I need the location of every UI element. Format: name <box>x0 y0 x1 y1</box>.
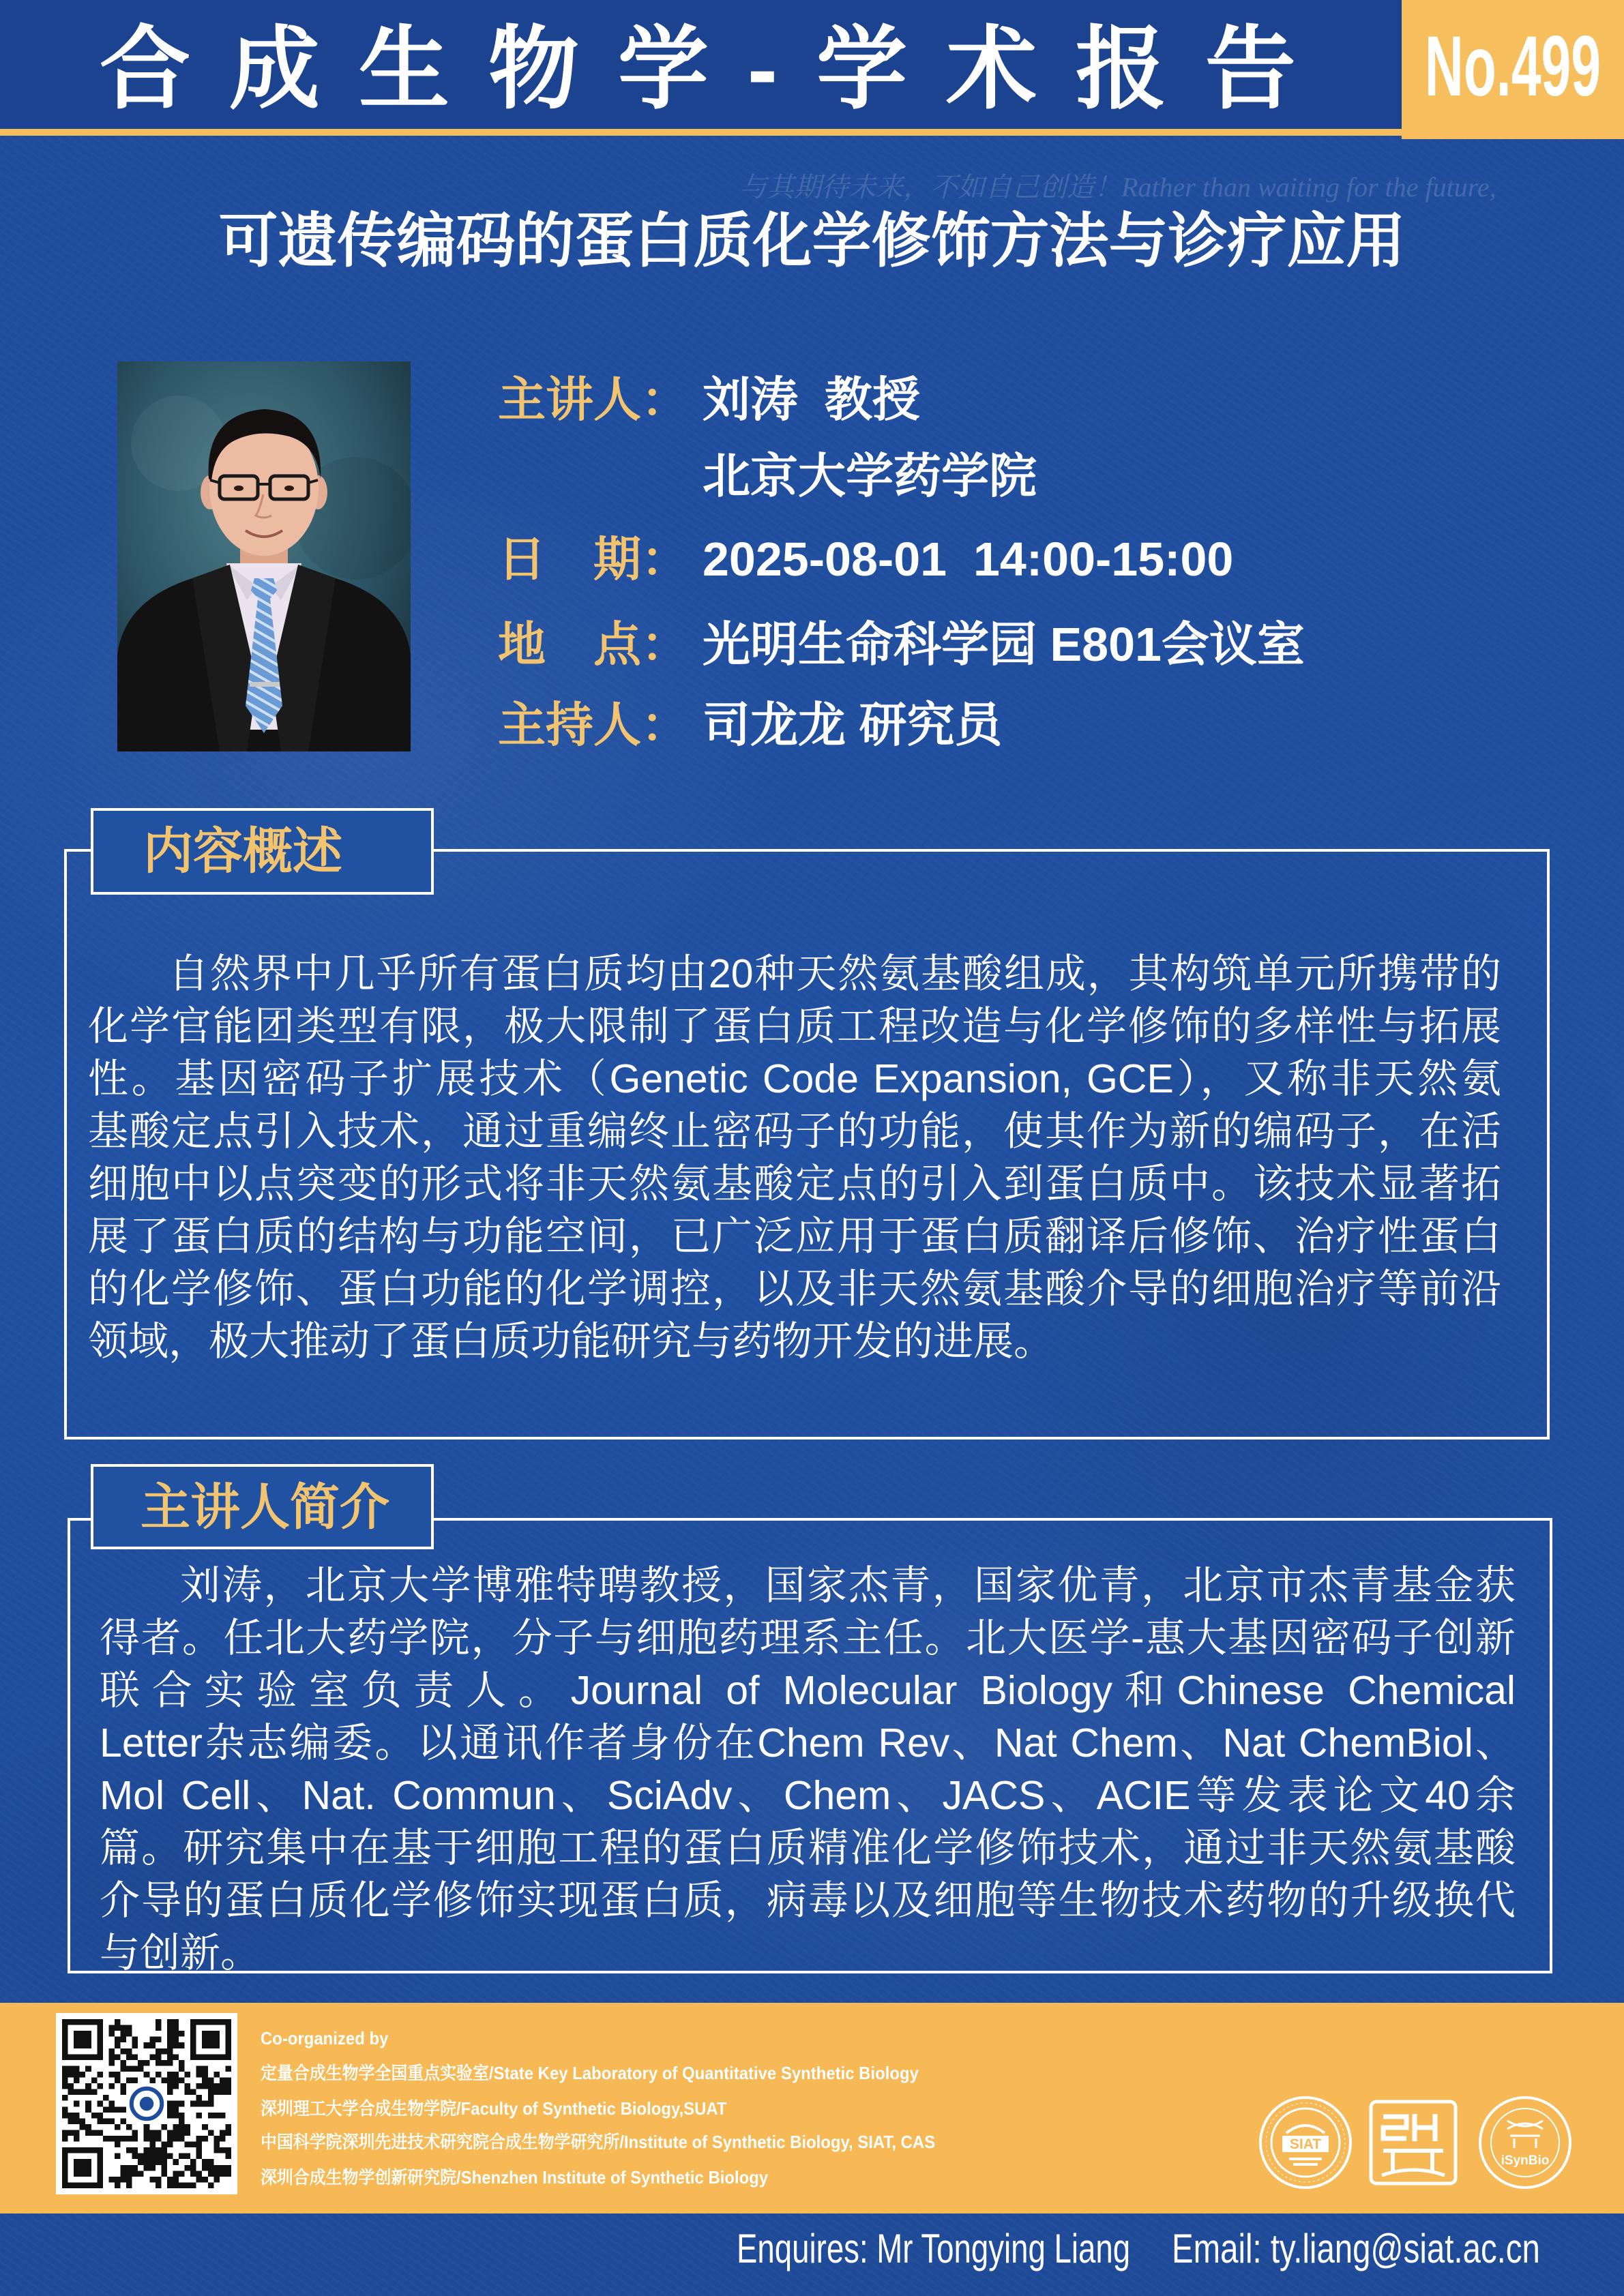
bio-line: 与创新。 <box>100 1930 261 1976</box>
bio-line: 联合实验室负责人。Journal of Molecular Biology和Chinese Chemical <box>100 1668 1516 1713</box>
organizer-line: 深圳理工大学合成生物学院/Faculty of Synthetic Biology,SUAT <box>261 2098 727 2119</box>
bio-paragraph <box>100 1560 1516 1980</box>
info-row-venue <box>0 610 1624 679</box>
speaker-label: 主讲人： <box>498 373 689 426</box>
issue-number: No.499 <box>1424 18 1601 114</box>
info-row-speaker <box>0 366 1624 434</box>
enquiries-contact: Enquires: Mr Tongying Liang <box>737 2226 1131 2271</box>
speaker-name: 刘涛 教授 <box>703 373 920 426</box>
speaker-affiliation: 北京大学药学院 <box>703 449 1037 503</box>
overview-line: 化学官能团类型有限，极大限制了蛋白质工程改造与化学修饰的多样性与拓展 <box>88 1004 1501 1049</box>
talk-title: 可遗传编码的蛋白质化学修饰方法与诊疗应用 <box>218 208 1406 274</box>
qr-code-icon <box>62 2019 231 2188</box>
series-title: 合 成 生 物 学 - 学 术 报 告 <box>100 19 1303 120</box>
partner-logos <box>1256 2093 1574 2192</box>
contact-email: Email: ty.liang@siat.ac.cn <box>1172 2226 1540 2271</box>
overview-line: 领域，极大推动了蛋白质功能研究与药物开发的进展。 <box>88 1319 1054 1364</box>
organizer-line: 定量合成生物学全国重点实验室/State Key Laboratory of Quantitative Synthetic Biology <box>261 2063 919 2083</box>
qr-code <box>56 2013 237 2194</box>
info-row-host <box>0 691 1624 759</box>
isynbio-logo-text: iSynBio <box>1501 2153 1550 2168</box>
bio-line: 篇。研究集中在基于细胞工程的蛋白质精准化学修饰技术，通过非天然氨基酸 <box>100 1825 1516 1870</box>
venue-value: 光明生命科学园 E801会议室 <box>703 618 1305 671</box>
overview-line: 基酸定点引入技术，通过重编终止密码子的功能，使其作为新的编码子，在活 <box>88 1109 1501 1154</box>
siat-logo-text: SIAT <box>1289 2136 1322 2152</box>
motto-watermark: 与其期待未来，不如自己创造！Rather than waiting for the future, <box>739 172 1496 203</box>
bio-line: 介导的蛋白质化学修饰实现蛋白质，病毒以及细胞等生物技术药物的升级换代 <box>100 1878 1516 1923</box>
overview-line: 细胞中以点突变的形式将非天然氨基酸定点的引入到蛋白质中。该技术显著拓 <box>88 1161 1501 1206</box>
bio-heading: 主讲人简介 <box>141 1480 389 1535</box>
institute-square-logo <box>1371 2102 1456 2183</box>
overview-paragraph <box>88 948 1501 1368</box>
venue-label: 地 点： <box>498 618 689 671</box>
bio-line: 得者。任北大药学院，分子与细胞药理系主任。北大医学-惠大基因密码子创新 <box>100 1615 1516 1660</box>
overview-heading: 内容概述 <box>143 824 342 879</box>
issue-badge <box>1402 0 1624 139</box>
bio-heading-tab <box>91 1464 434 1549</box>
overview-line: 展了蛋白质的结构与功能空间，已广泛应用于蛋白质翻译后修饰、治疗性蛋白 <box>88 1214 1501 1259</box>
date-value: 2025-08-01 14:00-15:00 <box>703 533 1234 586</box>
host-label: 主持人： <box>498 698 689 751</box>
organizer-line: 深圳合成生物学创新研究院/Shenzhen Institute of Synthetic Biology <box>261 2167 769 2188</box>
info-row-date <box>0 525 1624 593</box>
siat-logo <box>1260 2098 1350 2188</box>
coorganized-label: Co-organized by <box>261 2028 389 2048</box>
bio-line: Mol Cell、Nat. Commun、SciAdv、Chem、JACS、ACIE等发表论文40余 <box>100 1773 1516 1818</box>
info-row-affiliation <box>0 442 1624 510</box>
header-divider <box>0 129 1624 136</box>
isynbio-logo <box>1480 2098 1570 2188</box>
bio-line: Letter杂志编委。以通讯作者身份在Chem Rev、Nat Chem、Nat ChemBiol、 <box>100 1720 1516 1765</box>
overview-line: 的化学修饰、蛋白功能的化学调控，以及非天然氨基酸介导的细胞治疗等前沿 <box>88 1266 1501 1311</box>
overview-heading-tab <box>91 808 434 895</box>
organizer-line: 中国科学院深圳先进技术研究院合成生物学研究所/Institute of Synthetic Biology, SIAT, CAS <box>261 2132 936 2152</box>
overview-line: 性。基因密码子扩展技术（Genetic Code Expansion, GCE），又称非天然氨 <box>88 1056 1501 1101</box>
date-label: 日 期： <box>498 533 689 586</box>
host-value: 司龙龙 研究员 <box>703 698 1003 751</box>
overview-line: 自然界中几乎所有蛋白质均由20种天然氨基酸组成，其构筑单元所携带的 <box>168 951 1501 996</box>
bio-line: 刘涛，北京大学博雅特聘教授，国家杰青，国家优青，北京市杰青基金获 <box>180 1563 1516 1608</box>
